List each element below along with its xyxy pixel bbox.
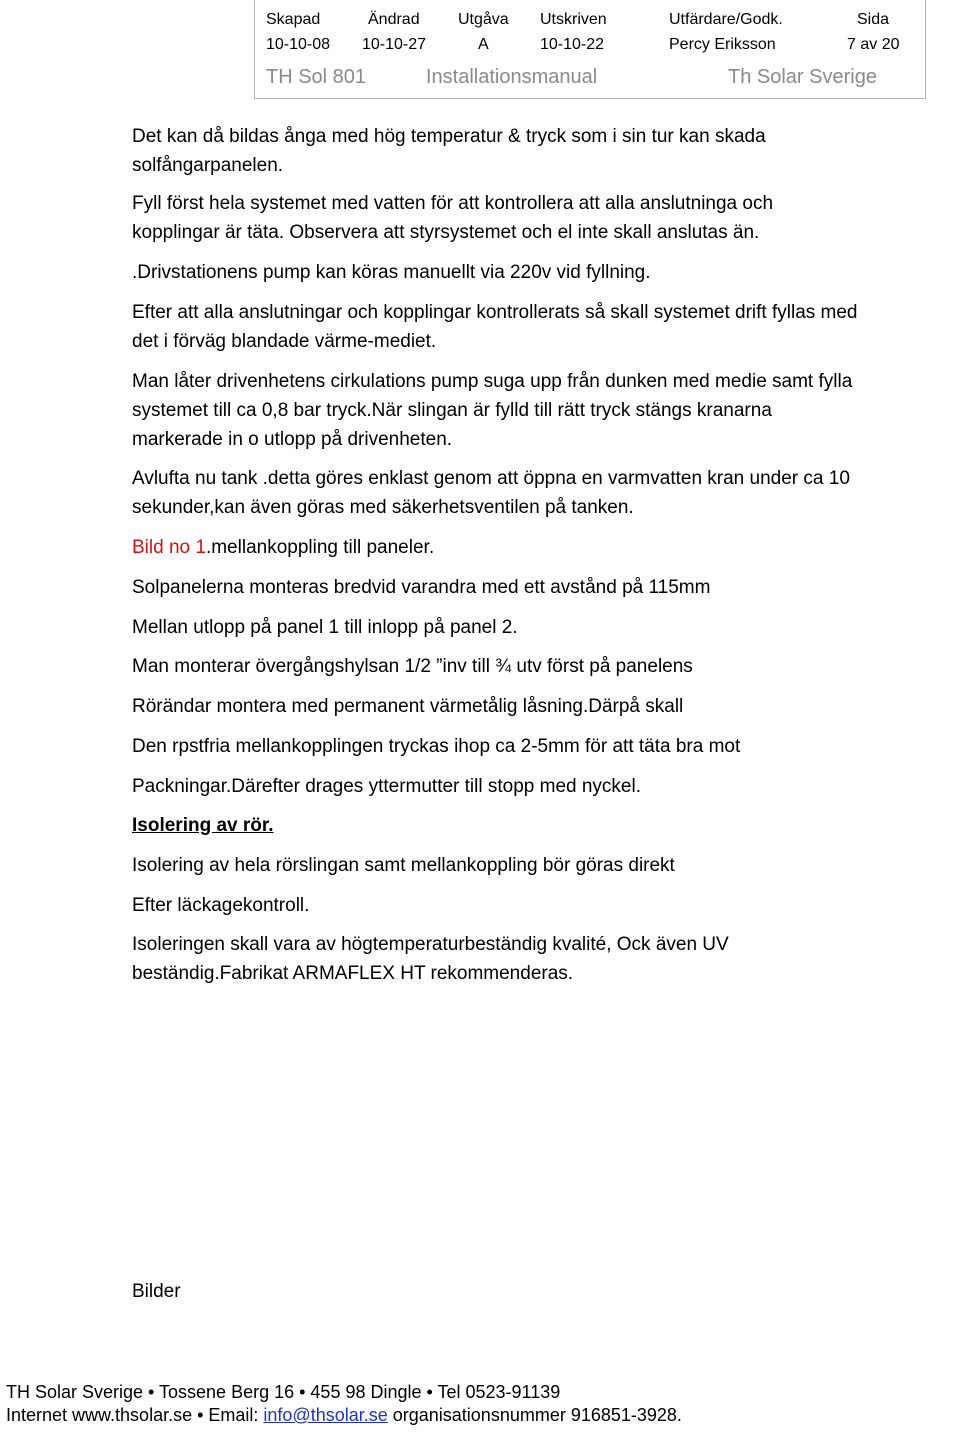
document-header [254, 0, 926, 99]
text-line: .Drivstationens pump kan köras manuellt via 220v vid fyllning. [132, 262, 651, 283]
images-heading [132, 1277, 181, 1306]
value-issuer: Percy Eriksson [669, 36, 776, 53]
text-line-content: Mellan utlopp på panel 1 till inlopp på panel 2. [132, 617, 518, 638]
text-line [132, 692, 683, 721]
value-page: 7 av 20 [847, 36, 900, 53]
footer-org-number: organisationsnummer 916851-3928. [387, 1405, 682, 1425]
text-line-content: Man monterar övergångshylsan 1/2 ”inv till ¾ utv först på panelens [132, 656, 693, 677]
value-printed: 10-10-22 [540, 36, 605, 53]
section-heading [132, 811, 274, 840]
text-line [132, 851, 675, 880]
label-printed: Utskriven [540, 11, 607, 28]
text-line-content: Efter läckagekontroll. [132, 895, 310, 916]
figure-reference: Bild no 1 [132, 537, 206, 558]
text-line-content: Solpanelerna monteras bredvid varandra med ett avstånd på 115mm [132, 577, 711, 598]
figure-caption-line [132, 533, 434, 562]
text-line: Isoleringen skall vara av högtemperaturbeständig kvalité, Ock även UV [132, 934, 729, 955]
footer-contact [6, 1405, 682, 1425]
figure-caption: .mellankoppling till paneler. [205, 537, 435, 558]
text-line: Avlufta nu tank .detta göres enklast genom att öppna en varmvatten kran under ca 10 [132, 468, 850, 489]
label-created: Skapad [266, 11, 321, 28]
text-line: Fyll först hela systemet med vatten för att kontrollera att alla anslutninga och [132, 193, 774, 214]
paragraph-pump-manual [132, 258, 651, 287]
paragraph-circulation-pump [132, 367, 852, 454]
text-line: sekunder,kan även göras med säkerhetsventilen på tanken. [132, 497, 634, 518]
text-line: beständig.Fabrikat ARMAFLEX HT rekommenderas. [132, 963, 574, 984]
value-edition: A [478, 36, 489, 53]
text-line-content: Packningar.Därefter drages yttermutter till stopp med nyckel. [132, 776, 642, 797]
text-line: Det kan då bildas ånga med hög temperatur & tryck som i sin tur kan skada [132, 126, 766, 147]
text-line [132, 613, 518, 642]
value-created: 10-10-08 [266, 36, 331, 53]
text-line-content: Isolering av hela rörslingan samt mellankoppling bör göras direkt [132, 855, 675, 876]
text-line: Efter att alla anslutningar och kopplingar kontrollerats så skall systemet drift fyllas med [132, 302, 858, 323]
text-line: markerade in o utlopp på drivenheten. [132, 429, 453, 450]
product-name: TH Sol 801 [266, 66, 367, 88]
value-changed: 10-10-27 [362, 36, 427, 53]
document-type: Installationsmanual [426, 66, 598, 88]
label-page: Sida [857, 11, 890, 28]
text-line: solfångarpanelen. [132, 155, 284, 176]
paragraph-insulation-spec [132, 930, 729, 988]
paragraph-steam-warning [132, 122, 766, 180]
paragraph-fill-water [132, 189, 773, 247]
text-line [132, 891, 309, 920]
email-link[interactable]: info@thsolar.se [263, 1405, 388, 1425]
footer-address: TH Solar Sverige • Tossene Berg 16 • 455 98 Dingle • Tel 0523-91139 [6, 1382, 561, 1402]
text-line-content: Den rpstfria mellankopplingen tryckas ihop ca 2-5mm för att täta bra mot [132, 736, 741, 757]
label-edition: Utgåva [458, 11, 509, 28]
text-line: Man låter drivenhetens cirkulations pump suga upp från dunken med medie samt fylla [132, 371, 853, 392]
paragraph-vent-tank [132, 464, 850, 522]
images-label: Bilder [132, 1281, 181, 1302]
text-line: kopplingar är täta. Observera att styrsystemet och el inte skall anslutas än. [132, 222, 760, 243]
label-issuer: Utfärdare/Godk. [669, 11, 783, 28]
paragraph-fill-medium [132, 298, 858, 356]
text-line [132, 732, 740, 761]
text-line [132, 652, 693, 681]
text-line: det i förväg blandade värme-mediet. [132, 331, 437, 352]
text-line [132, 772, 641, 801]
company-name: Th Solar Sverige [728, 66, 877, 88]
text-line [132, 573, 710, 602]
footer-website: Internet www.thsolar.se • Email: [6, 1405, 264, 1425]
section-title-insulation: Isolering av rör. [132, 815, 274, 836]
text-line: systemet till ca 0,8 bar tryck.När slingan är fylld till rätt tryck stängs kranarna [132, 400, 772, 421]
label-changed: Ändrad [368, 11, 420, 28]
text-line-content: Rörändar montera med permanent värmetålig låsning.Därpå skall [132, 696, 684, 717]
